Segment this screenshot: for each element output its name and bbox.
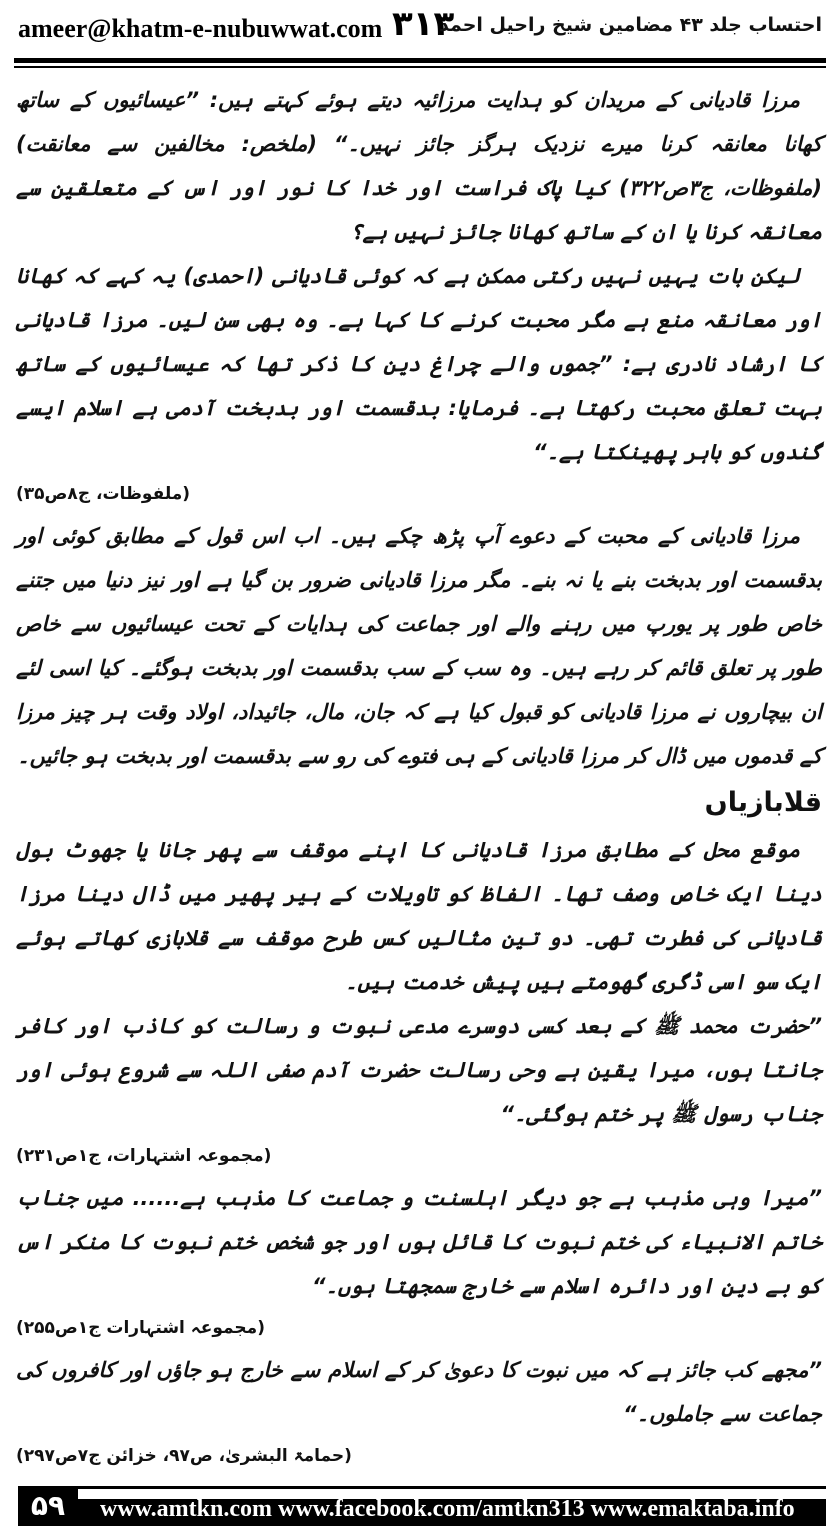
section-heading: قلابازیاں [704,787,822,818]
citation-text: (حمامۃ البشریٰ، ص۹۷، خزائن ج۷ص۲۹۷) [16,1446,352,1466]
header-email[interactable]: ameer@khatm-e-nubuwwat.com [18,14,383,43]
citation-quote-3 [16,1436,822,1476]
quote-3: ”مجھے کب جائز ہے کہ میں نبوت کا دعویٰ کر کے اسلام سے خارج ہو جاؤں اور کافروں کی جماعت سے جاملوں۔“ [16,1358,822,1426]
paragraph-2: لیکن بات یہیں نہیں رکتی ممکن ہے کہ کوئی قادیانی (احمدی) یہ کہے کہ کھانا اور معانقہ منع ہے مگر محبت کرنے کا کہا ہے۔ وہ بھی سن لیں۔ مرزا قادیانی کا ارشاد نادری ہے: ”جموں والے چراغ دین کا ذکر تھا کہ عیسائیوں کے ساتھ بہت تعلق محبت رکھتا ہے۔ فرمایا: بدقسمت اور بدبخت آدمی ہے اسلام ایسے گندوں کو باہر پھینکتا ہے۔“ [16,264,822,464]
footer-page-number: ۵۹ [18,1486,78,1526]
footer-links[interactable]: www.amtkn.com www.facebook.com/amtkn313 www.emaktaba.info [100,1496,795,1522]
citation-quote-1 [16,1136,822,1176]
article-body [16,78,823,1466]
quote-1: ”حضرت محمد ﷺ کے بعد کسی دوسرے مدعی نبوت و رسالت کو کاذب اور کافر جانتا ہوں، میرا یقین ہے وحی رسالت حضرت آدم صفی اللہ سے شروع ہوئی اور جناب رسول ﷺ پر ختم ہوگئی۔“ [16,1014,822,1126]
footer-rule [78,1486,826,1489]
citation-text: (ملفوظات، ج۸ص۳۵) [16,484,191,504]
header-page-number: ۳۱۳ [392,4,455,44]
header-title: احتساب جلد ۴۳ مضامین شیخ راحیل احمد [439,14,822,36]
paragraph-1: مرزا قادیانی کے مریدان کو ہدایت مرزائیہ دیتے ہوئے کہتے ہیں: ”عیسائیوں کے ساتھ کھانا معانقہ کرنا میرے نزدیک ہرگز جائز نہیں۔“ (ملخص: مخالفین سے معانقت) (ملفوظات، ج۳ص۳۲۲) کیا پاک فراست اور خدا کا نور اور اس کے متعلقین سے معانقہ کرنا یا ان کے ساتھ کھانا جائز نہیں ہے؟ [16,88,823,244]
citation-text: (مجموعہ اشتہارات، ج۱ص۲۳۱) [16,1146,272,1166]
quote-2: ”میرا وہی مذہب ہے جو دیگر اہلسنت و جماعت کا مذہب ہے...... میں جناب خاتم الانبیاء کی ختم نبوت کا قائل ہوں اور جو شخص ختم نبوت کا منکر اس کو بے دین اور دائرہ اسلام سے خارج سمجھتا ہوں۔“ [16,1186,822,1298]
citation-quote-2 [16,1308,822,1348]
citation-malfuzat [16,474,822,514]
citation-text: (مجموعہ اشتہارات ج۱ص۲۵۵) [16,1318,265,1338]
header-rule-thin [14,66,826,68]
paragraph-4: موقع محل کے مطابق مرزا قادیانی کا اپنے موقف سے پھر جانا یا جھوٹ بول دینا ایک خاص وصف تھا۔ الفاظ کو تاویلات کے ہیر پھیر میں ڈال دینا مرزا قادیانی کی فطرت تھی۔ دو تین مثالیں کس طرح موقف سے قلابازی کھاتے ہوئے ایک سو اسی ڈگری گھومتے ہیں پیش خدمت ہیں۔ [16,838,822,994]
header-rule-thick [14,58,826,63]
paragraph-3: مرزا قادیانی کے محبت کے دعوے آپ پڑھ چکے ہیں۔ اب اس قول کے مطابق کوئی اور بدقسمت اور بدبخت بنے یا نہ بنے۔ مگر مرزا قادیانی ضرور بن گیا ہے اور نیز دنیا میں جتنے خاص طور پر یورپ میں رہنے والے اور جماعت کی ہدایات کے تحت عیسائیوں سے خاص طور پر تعلق قائم کر رہے ہیں۔ وہ سب کے سب بدقسمت اور بدبخت ہوگئے۔ کیا اسی لئے ان بیچاروں نے مرزا قادیانی کو قبول کیا ہے کہ جان، مال، جائیداد، اولاد وقت ہر چیز مرزا کے قدموں میں ڈال کر مرزا قادیانی کے ہی فتوے کی رو سے بدقسمت اور بدبخت ہو جائیں۔ [16,524,822,768]
